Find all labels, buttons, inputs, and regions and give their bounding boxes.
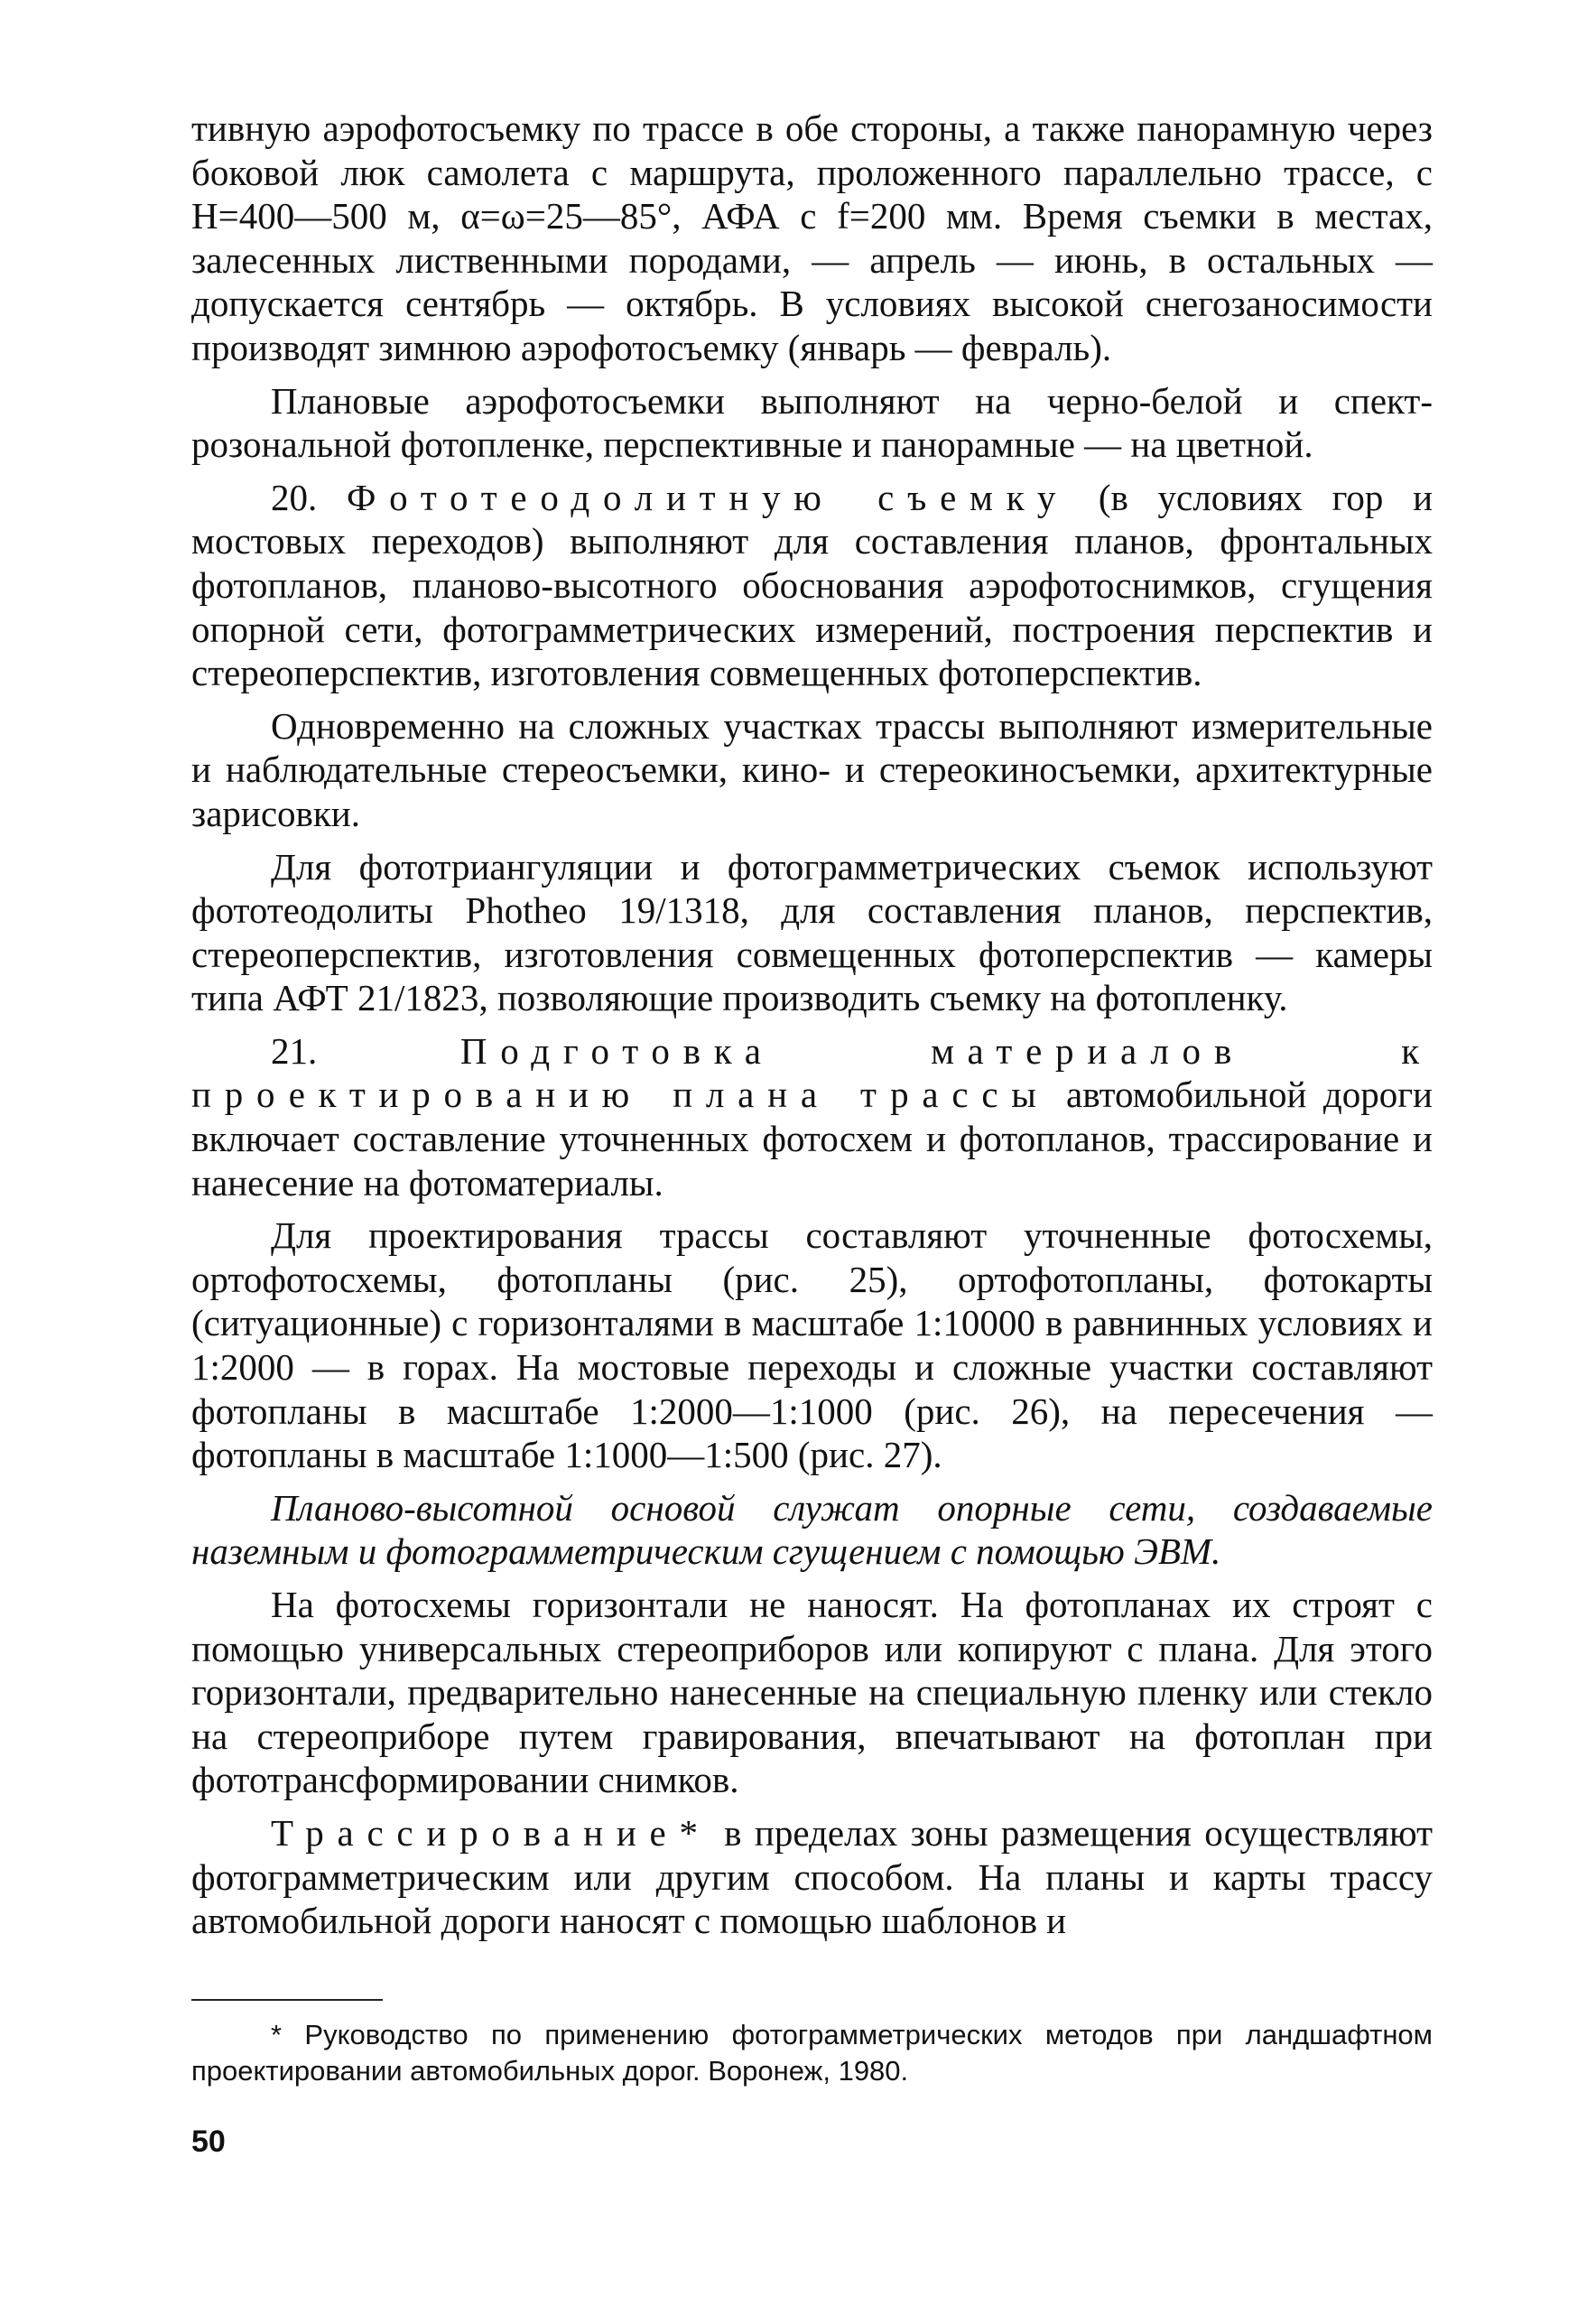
- paragraph-continued: [191, 107, 1433, 370]
- paragraph-text: Для фототриангуляции и фотограмметрических съемок используют фототеодолиты Photheo 19/1318, для составления планов, перспектив, стереоперспектив, изготовления совмещенных фотоперспектив — камеры типа АФТ 21/1823, позволяющие производить съемку на фотопленку.: [191, 845, 1433, 1019]
- paragraph-text: Планово-высотной основой служат опорные сети, создаваемые наземным и фотограмметрическим сгущением с помощью ЭВМ.: [191, 1486, 1433, 1573]
- paragraph-text: На фотосхемы горизонтали не наносят. На фотопланах их строят с помощью универсальных стереоприборов или копируют с плана. Для этого горизонтали, предварительно нанесенные на специальную пленку или стекло на стереоприборе путем гравирования, впечатывают на фотоплан при фототрансформировании снимков.: [191, 1584, 1433, 1801]
- paragraph-stereo: [191, 704, 1433, 836]
- paragraph-contours: [191, 1583, 1433, 1802]
- paragraph-basis: [191, 1486, 1433, 1574]
- paragraph-film: [191, 379, 1433, 467]
- footnote-divider: [191, 1999, 383, 2001]
- paragraph-21: [191, 1029, 1433, 1204]
- paragraph-term: Трассирование*: [271, 1811, 711, 1854]
- footnote-text: * Руководство по применению фотограмметрических методов при ландшафтном проектировании автомобильных дорог. Воронеж, 1980.: [191, 2019, 1433, 2087]
- paragraph-text: Плановые аэрофотосъемки выполняют на черно-белой и спектрозональной фотопленке, перспективные и панорамные — на цветной.: [191, 379, 1433, 466]
- paragraph-number: 21.: [271, 1029, 318, 1072]
- paragraph-text: тивную аэрофотосъемку по трассе в обе стороны, а также панорамную через боковой люк самолета с маршрута, проложенного параллельно трассе, с H=400—500 м, α=ω=25—85°, АФА с f=200 мм. Время съемки в местах, залесенных лиственными породами, — апрель — июнь, в остальных — допускается сентябрь — октябрь. В условиях высокой снегозаносимости производят зимнюю аэрофотосъемку (январь — февраль).: [191, 107, 1433, 368]
- footnote: [191, 2017, 1433, 2089]
- page-body: [191, 107, 1433, 1952]
- paragraph-text: Одновременно на сложных участках трассы выполняют измерительные и наблюдательные стереосъемки, кино- и стереокиносъемки, архитектурные зарисовки.: [191, 704, 1433, 834]
- paragraph-term: Фототеодолитную съемку: [346, 476, 1070, 518]
- paragraph-text: в пределах зоны размещения осуществляют фотограмметрическим или другим способом. На планы и карты трассу автомобильной дороги наносят с помощью шаблонов и: [191, 1811, 1434, 1942]
- paragraph-phototheodolite: [191, 845, 1433, 1020]
- paragraph-text: Для проектирования трассы составляют уточненные фотосхемы, ортофотосхемы, фотопланы (рис. 25), ортофотопланы, фотокарты (ситуационные) с горизонталями в масштабе 1:10000 в равнинных условиях и 1:2000 — в горах. На мостовые переходы и сложные участки составляют фотопланы в масштабе 1:2000—1:1000 (рис. 26), на пересечения — фотопланы в масштабе 1:1000—1:500 (рис. 27).: [191, 1214, 1433, 1476]
- paragraph-design: [191, 1213, 1433, 1477]
- page-number: 50: [191, 2124, 226, 2159]
- paragraph-number: 20.: [271, 476, 318, 518]
- paragraph-tracing: [191, 1811, 1433, 1943]
- paragraph-text: автомобильной дороги включает составление уточненных фотосхем и фотопланов, трассирование и нанесение на фотоматериалы.: [191, 1074, 1433, 1204]
- paragraph-text: (в условиях гор и мостовых переходов) выполняют для составления планов, фронтальных фотопланов, планово-высотного обоснования аэрофотоснимков, сгущения опорной сети, фотограмметрических измерений, построения перспектив и стереоперспектив, изготовления совмещенных фотоперспектив.: [191, 476, 1434, 694]
- paragraph-term: Подготовка материалов к проектированию плана трассы: [191, 1029, 1433, 1116]
- paragraph-20: [191, 476, 1433, 695]
